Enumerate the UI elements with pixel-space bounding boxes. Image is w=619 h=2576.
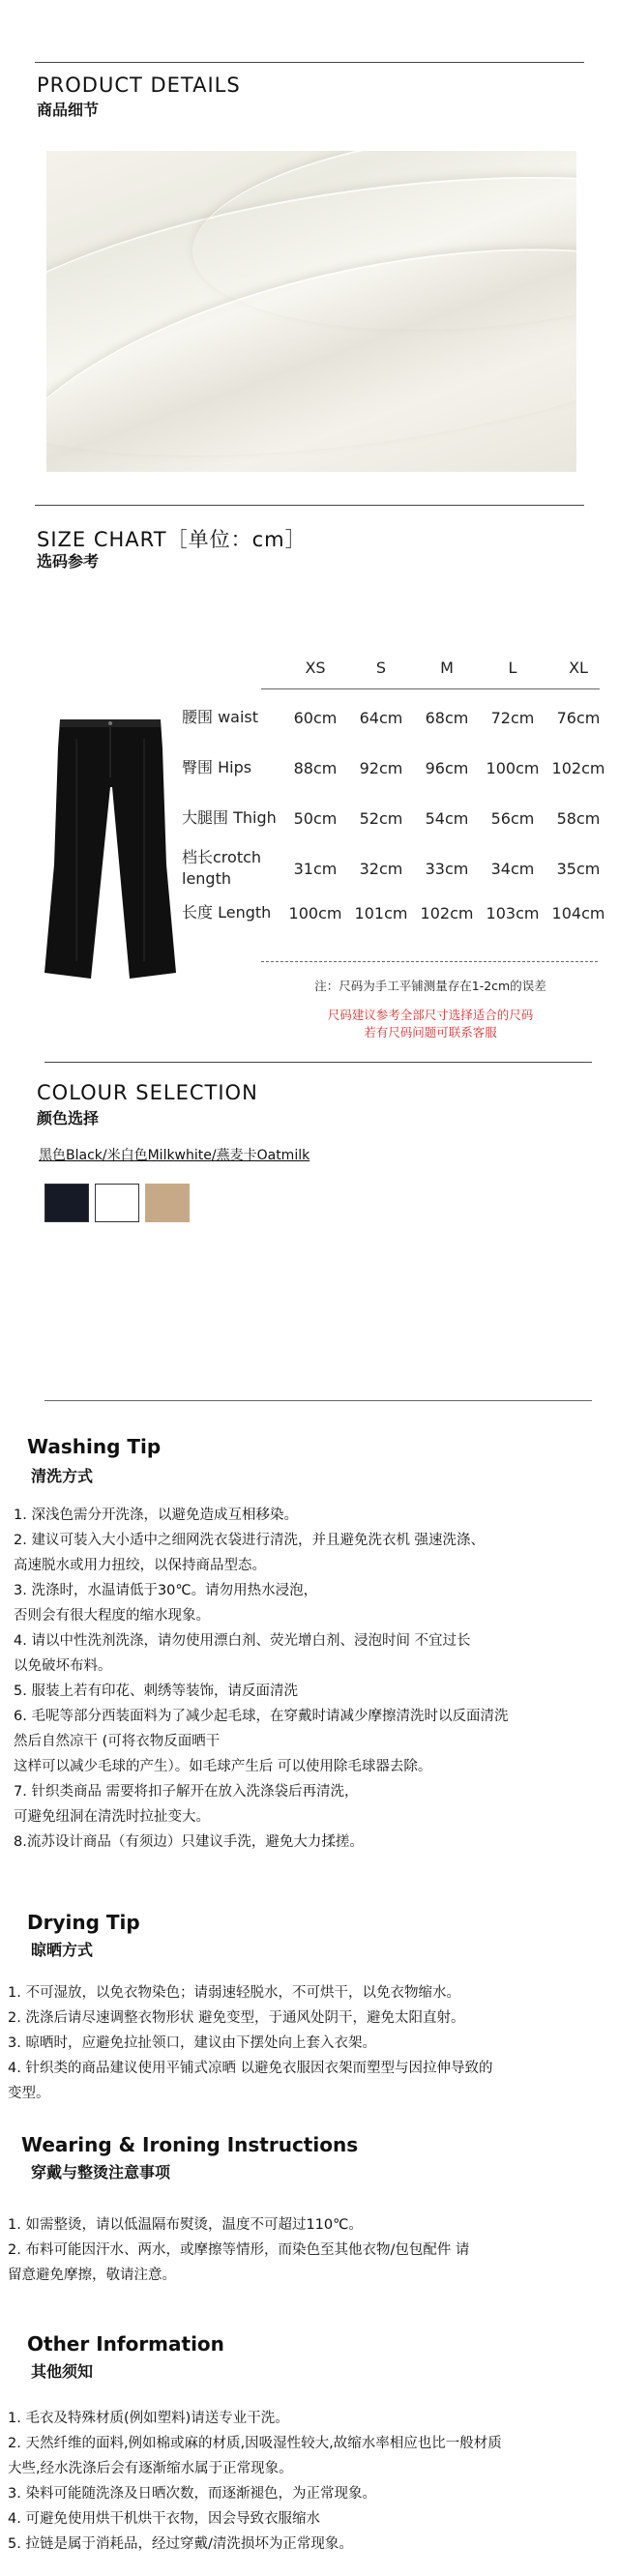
size-cell: 68cm — [425, 708, 469, 727]
row-label: 臀围 Hips — [182, 758, 252, 776]
size-cell: 102cm — [551, 758, 605, 777]
washing-line: 然后自然凉干 (可将衣物反面晒干 — [14, 1734, 221, 1749]
washing-tip-title: Washing Tip — [27, 1435, 162, 1458]
size-cell: 56cm — [490, 808, 535, 828]
washing-line: 6. 毛呢等部分西装面料为了减少起毛球，在穿戴时请减少摩擦清洗时以反面清洗 — [14, 1709, 509, 1724]
drying-line: 4. 针织类的商品建议使用平铺式凉晒 以避免衣服因衣架而塑型与因拉伸导致的 — [8, 2061, 493, 2076]
washing-line: 以免破坏布料。 — [14, 1658, 112, 1674]
other-line: 4. 可避免使用烘干机烘干衣物，因会导致衣服缩水 — [8, 2511, 320, 2527]
washing-line: 1. 深浅色需分开洗涤，以避免造成互相移染。 — [14, 1508, 298, 1523]
colour-selection-title: COLOUR SELECTION — [37, 1081, 258, 1104]
drying-line: 1. 不可湿放，以免衣物染色；请弱速轻脱水，不可烘干，以免衣物缩水。 — [8, 1985, 460, 2001]
size-cell: 34cm — [490, 859, 535, 878]
size-xs: XS — [305, 658, 326, 677]
size-row — [176, 843, 611, 893]
size-m: M — [440, 658, 454, 677]
size-cell: 88cm — [293, 758, 338, 777]
size-cell: 104cm — [551, 903, 605, 922]
size-cell: 33cm — [425, 859, 469, 878]
size-row — [176, 793, 611, 843]
top-divider — [35, 62, 584, 63]
other-line: 1. 毛衣及特殊材质(例如塑料)请送专业干洗。 — [8, 2411, 289, 2426]
wearing-line: 2. 布料可能因汗水、两水，或摩擦等情形，而染色至其他衣物/包包配件 请 — [8, 2242, 470, 2258]
size-cell: 64cm — [359, 708, 403, 727]
wearing-line: 1. 如需整烫，请以低温隔布熨烫，温度不可超过110℃。 — [8, 2217, 363, 2233]
size-cell: 35cm — [556, 859, 601, 878]
washing-line: 高速脱水或用力扭绞，以保持商品型态。 — [14, 1558, 266, 1573]
wearing-ironing-subtitle: 穿戴与整烫注意事项 — [31, 2163, 171, 2181]
colour-divider — [44, 1062, 592, 1063]
product-details-title: PRODUCT DETAILS — [37, 73, 241, 97]
drying-tip-subtitle: 晾晒方式 — [31, 1941, 94, 1959]
size-header-row — [176, 642, 611, 692]
row-label: 腰围 waist — [182, 708, 259, 726]
drying-line: 2. 洗涤后请尽速调整衣物形状 避免变型，于通风处阴干，避免太阳直射。 — [8, 2010, 465, 2026]
size-xl: XL — [569, 658, 588, 677]
washing-line: 这样可以减少毛球的产生）。如毛球产生后 可以使用除毛球器去除。 — [14, 1759, 432, 1774]
size-advice-1: 尺码建议参考全部尺寸选择适合的尺码 — [327, 1008, 534, 1022]
trousers-image — [43, 719, 178, 982]
row-label: 大腿围 Thigh — [182, 808, 277, 827]
size-s: S — [375, 658, 387, 677]
size-cell: 92cm — [359, 758, 403, 777]
drying-tip-text — [8, 1980, 493, 2106]
colour-options-text: 黑色Black/米白色Milkwhite/燕麦卡Oatmilk — [39, 1148, 310, 1163]
washing-line: 4. 请以中性洗剂洗涤，请勿使用漂白剂、荧光增白剂、浸泡时间 不宜过长 — [14, 1633, 471, 1649]
size-cell: 50cm — [293, 808, 338, 828]
swatch-black[interactable] — [44, 1184, 89, 1222]
washing-line: 3. 洗涤时，水温请低于30℃。请勿用热水浸泡， — [14, 1583, 318, 1598]
product-details-subtitle: 商品细节 — [37, 101, 100, 119]
size-cell: 72cm — [490, 708, 535, 727]
other-line: 3. 染料可能随洗涤及日晒次数，而逐渐褪色，为正常现象。 — [8, 2486, 376, 2502]
care-divider — [44, 1400, 592, 1401]
other-line: 5. 拉链是属于消耗品，经过穿戴/清洗损坏为正常现象。 — [8, 2536, 353, 2552]
size-chart-title: SIZE CHART［单位：cm］ — [37, 528, 307, 551]
other-line: 大些,经水洗涤后会有逐渐缩水属于正常现象。 — [8, 2461, 293, 2476]
washing-line: 可避免纽洞在清洗时拉扯变大。 — [14, 1809, 210, 1825]
colour-selection-subtitle: 颜色选择 — [37, 1109, 100, 1127]
size-cell: 31cm — [293, 859, 338, 878]
drying-line: 3. 晾晒时，应避免拉扯领口，建议由下摆处向上套入衣架。 — [8, 2035, 376, 2051]
size-cell: 54cm — [425, 808, 469, 828]
size-cell: 60cm — [293, 708, 338, 727]
wearing-ironing-title: Wearing & Ironing Instructions — [21, 2133, 359, 2156]
size-l: L — [508, 658, 517, 677]
size-row — [176, 692, 611, 743]
swatch-milkwhite[interactable] — [95, 1184, 139, 1222]
size-cell: 100cm — [486, 758, 540, 777]
size-advice-2: 若有尺码问题可联系客服 — [364, 1025, 497, 1039]
washing-line: 8.流苏设计商品（有须边）只建议手洗，避免大力揉搓。 — [14, 1834, 364, 1850]
washing-line: 5. 服装上若有印花、刺绣等装饰，请反面清洗 — [14, 1683, 298, 1699]
size-cell: 103cm — [486, 903, 540, 922]
other-info-subtitle: 其他须知 — [31, 2362, 94, 2381]
size-cell: 58cm — [556, 808, 601, 828]
wearing-ironing-text — [8, 2212, 469, 2288]
wearing-line: 留意避免摩擦，敬请注意。 — [8, 2268, 176, 2283]
size-cell: 102cm — [420, 903, 474, 922]
size-divider — [35, 505, 584, 506]
fabric-detail-image — [46, 151, 576, 472]
washing-line: 2. 建议可装入大小适中之细网洗衣袋进行清洗，并且避免洗衣机 强速洗涤、 — [14, 1533, 486, 1548]
washing-tip-subtitle: 清洗方式 — [31, 1467, 94, 1485]
size-cell: 96cm — [425, 758, 469, 777]
size-table — [176, 642, 611, 932]
swatch-oatmilk[interactable] — [145, 1184, 190, 1222]
size-cell: 101cm — [354, 903, 408, 922]
size-cell: 52cm — [359, 808, 403, 828]
size-dash-line — [261, 961, 598, 962]
size-chart-subtitle: 选码参考 — [37, 552, 100, 571]
drying-tip-title: Drying Tip — [27, 1911, 140, 1934]
size-cell: 100cm — [288, 903, 342, 922]
washing-line: 否则会有很大程度的缩水现象。 — [14, 1608, 210, 1624]
washing-line: 7. 针织类商品 需要将扣子解开在放入洗涤袋后再清洗， — [14, 1784, 359, 1800]
row-label: 档长crotch length — [182, 848, 262, 888]
washing-tip-text — [14, 1503, 508, 1855]
size-row — [176, 743, 611, 793]
other-line: 2. 天然纤维的面料,例如棉或麻的材质,因吸湿性较大,故缩水率相应也比一般材质 — [8, 2436, 502, 2451]
size-note: 注：尺码为手工平铺测量存在1-2cm的误差 — [314, 979, 546, 993]
row-label: 长度 Length — [182, 903, 272, 922]
drying-line: 变型。 — [8, 2086, 50, 2101]
size-cell: 76cm — [556, 708, 601, 727]
other-info-title: Other Information — [27, 2332, 224, 2356]
size-cell: 32cm — [359, 859, 403, 878]
size-header-line — [261, 688, 600, 689]
size-row — [176, 893, 611, 932]
other-info-text — [8, 2406, 502, 2557]
